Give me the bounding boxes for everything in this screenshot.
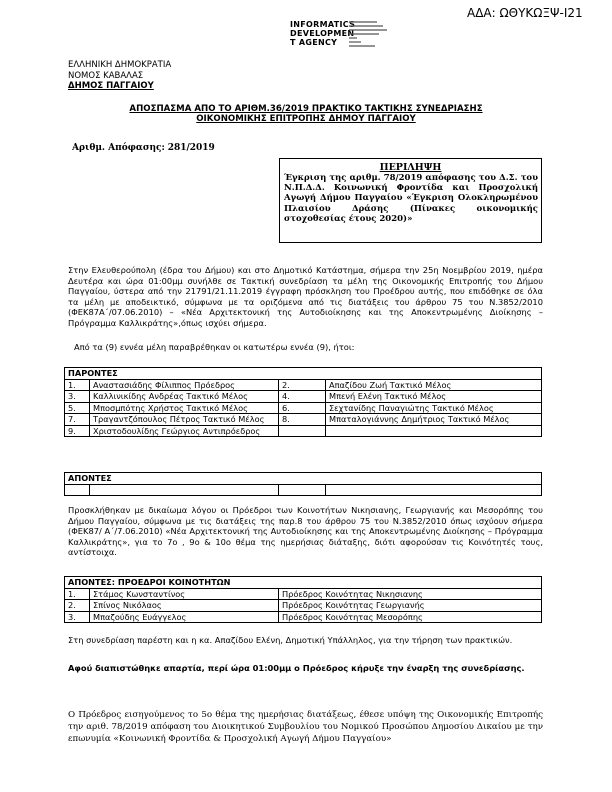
header-municipality: ΔΗΜΟΣ ΠΑΓΓΑΙΟΥ [68,81,154,92]
table-row [65,425,542,437]
president-name: Στάμος Κωνσταντίνος [90,588,279,600]
stamp-fine-print [349,20,389,51]
row-number: 4. [279,391,326,403]
secretary-paragraph: Στη συνεδρίαση παρέστη και η κα. Απαζίδου Ελένη, Δημοτική Υπάλληλος, για την τήρηση των πρακτικών. [68,635,513,645]
empty-cell [65,484,90,495]
stamp-title [290,20,356,51]
row-number: 3. [65,611,90,623]
member-name: Σεχτανίδης Παναγιώτης Τακτικό Μέλος [326,402,542,414]
table-row [65,611,542,623]
summary-box [279,158,542,243]
header-line: ΝΟΜΟΣ ΚΑΒΑΛΑΣ [68,70,144,81]
summary-text: Έγκριση της αριθμ. 78/2019 απόφασης του Δ.Σ. του Ν.Π.Δ.Δ. Κοινωνική Φροντίδα και Προσχολική Αγωγή Δήμου Παγγαίου «Έγκριση Ολοκληρωμένου Πλαισίου Δράσης (Πίνακες οικονομικής στοχοθεσίας έτους 2020)» [284,173,538,224]
president-role: Πρόεδρος Κοινότητας Μεσορόπης [279,611,542,623]
president-role: Πρόεδρος Κοινότητας Γεωργιανής [279,600,542,612]
informatics-stamp [290,20,389,51]
member-name: Τραγαντζόπουλος Πέτρος Τακτικό Μέλος [90,414,279,426]
summary-heading: ΠΕΡΙΛΗΨΗ [379,162,442,173]
member-name [326,425,542,437]
absent-table [64,472,542,496]
row-number: 5. [65,402,90,414]
member-name: Μπενή Ελένη Τακτικό Μέλος [326,391,542,403]
row-number: 1. [65,588,90,600]
president-role: Πρόεδρος Κοινότητας Νικησιανης [279,588,542,600]
ada-code: ΑΔΑ: ΩΘΥΚΩΞΨ-Ι21 [467,6,583,20]
member-name: Μποσμπότης Χρήστος Τακτικό Μέλος [90,402,279,414]
row-number: 2. [279,379,326,391]
decision-number [72,143,215,153]
row-number: 6. [279,402,326,414]
empty-cell [326,484,542,495]
member-name: Αναστασιάδης Φίλιππος Πρόεδρος [90,379,279,391]
title-line: ΟΙΚΟΝΟΜΙΚΗΣ ΕΠΙΤΡΟΠΗΣ ΔΗΜΟΥ ΠΑΓΓΑΙΟΥ [196,114,416,124]
intro-paragraph: Στην Ελευθερούπολη (έδρα του Δήμου) και στο Δημοτικό Κατάστημα, σήμερα την 25η Νοεμβρίου 2019, ημέρα Δευτέρα και ώρα 01:00μμ συνήλθε σε Τακτική συνεδρίαση τα μέλη της Οικονομικής Επιτροπής του Δήμου Παγγαίου, ύστερα από την 21791/21.11.2019 έγγραφη πρόσκληση του Προέδρου αυτής, που επιδόθηκε σε όλα τα μέλη με αποδεικτικό, σύμφωνα με τα οριζόμενα από τις διατάξεις του άρθρου 75 του Ν.3852/2010 (ΦΕΚ87Α΄/07.06.2010) – «Νέα Αρχιτεκτονική της Αυτοδιοίκησης και της Αποκεντρωμένης Διοίκησης – Πρόγραμμα Καλλικράτης»,όπως ισχύει σήμερα. [68,265,543,328]
absent-presidents-heading: ΑΠΟΝΤΕΣ: ΠΡΟΕΔΡΟΙ ΚΟΙΝΟΤΗΤΩΝ [65,577,542,589]
member-name: Χριστοδουλίδης Γεώργιος Αντιπρόεδρος [90,425,279,437]
member-name: Καλλινικίδης Ανδρέας Τακτικό Μέλος [90,391,279,403]
president-name: Μπαζούδης Ευάγγελος [90,611,279,623]
president-name: Σπίνος Νικόλαος [90,600,279,612]
row-number: 9. [65,425,90,437]
communities-paragraph: Προσκλήθηκαν με δικαίωμα λόγου οι Πρόεδροι των Κοινοτήτων Νικησιανης, Γεωργιανής και Μεσορόπης του Δήμου Παγγαίου, σύμφωνα με τις διατάξεις της παρ.8 του άρθρου 75 του Ν.3852/2010 όπως ισχύουν σήμερα (ΦΕΚ87/ Α΄/7.06.2010) «Νέα Αρχιτεκτονική της Αυτοδιοίκησης και της Αποκεντρωμένης Διοίκησης – Πρόγραμμα Καλλικράτης», για το 7ο , 9ο & 10ο θέμα της ημερήσιας διάταξης, διότι αφορούσαν τις Κοινότητές τους, αντίστοιχα. [68,505,543,558]
stamp-line: DEVELOPMEN [290,29,355,38]
document-title [66,104,546,124]
title-line: ΑΠΟΣΠΑΣΜΑ ΑΠΟ ΤΟ ΑΡΙΘΜ.36/2019 ΠΡΑΚΤΙΚΟ ΤΑΚΤΙΚΗΣ ΣΥΝΕΔΡΙΑΣΗΣ [129,104,483,114]
member-name: Απαζίδου Ζωή Τακτικό Μέλος [326,379,542,391]
row-number: 3. [65,391,90,403]
empty-cell [90,484,279,495]
table-row [65,414,542,426]
row-number: 1. [65,379,90,391]
table-row [65,588,542,600]
stamp-line: INFORMATICS [290,20,356,29]
stamp-fine-lines [349,20,389,50]
decision-label: Αριθμ. Απόφασης: [72,143,165,153]
row-number [279,425,326,437]
present-intro: Από τα (9) εννέα μέλη παραβρέθηκαν οι κατωτέρω εννέα (9), ήτοι: [74,342,355,352]
present-heading: ΠΑΡΟΝΤΕΣ [65,368,542,380]
table-row [65,402,542,414]
stamp-line: T AGENCY [290,38,338,47]
final-paragraph: Ο Πρόεδρος εισηγούμενος το 5ο θέμα της ημερήσιας διατάξεως, έθεσε υπόψη της Οικονομικής Επιτροπής την αριθ. 78/2019 απόφαση του Διοικητικού Συμβουλίου του Νομικού Προσώπου Δημοσίου Δικαίου με την επωνυμία «Κοινωνική Φροντίδα & Προσχολική Αγωγή Δήμου Παγγαίου» [68,710,543,744]
absent-heading: ΑΠΟΝΤΕΣ [65,473,542,485]
table-row [65,600,542,612]
document-header [68,60,171,92]
member-name: Μπαταλογιάννης Δημήτριος Τακτικό Μέλος [326,414,542,426]
table-row [65,379,542,391]
absent-presidents-table [64,576,542,623]
present-table [64,367,542,437]
empty-cell [279,484,326,495]
quorum-paragraph: Αφού διαπιστώθηκε απαρτία, περί ώρα 01:00μμ ο Πρόεδρος κήρυξε την έναρξη της συνεδρίασης. [68,663,525,673]
table-row [65,391,542,403]
table-row [65,484,542,495]
row-number: 8. [279,414,326,426]
row-number: 2. [65,600,90,612]
header-line: ΕΛΛΗΝΙΚΗ ΔΗΜΟΚΡΑΤΙΑ [68,60,172,70]
row-number: 7. [65,414,90,426]
decision-value: 281/2019 [167,143,215,153]
